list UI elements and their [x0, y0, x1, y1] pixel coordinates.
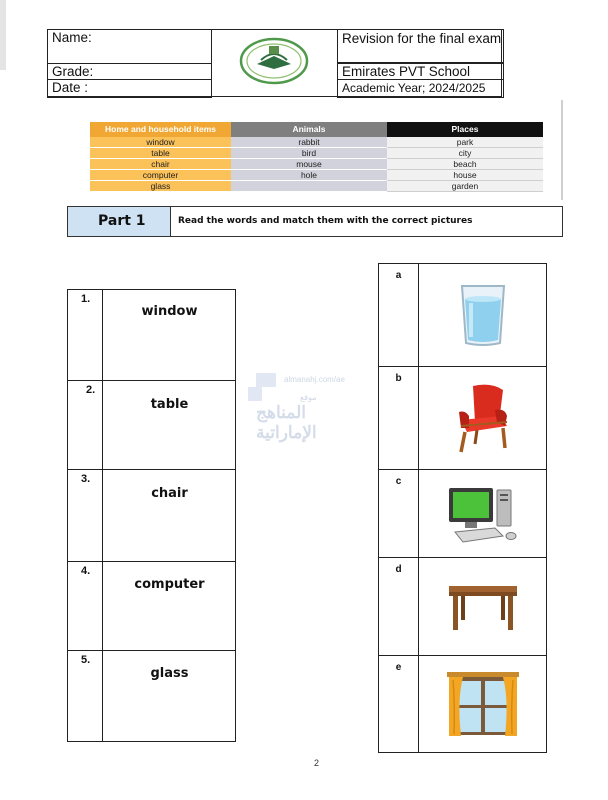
word-text: glass: [150, 666, 189, 681]
desktop-computer-icon: [445, 484, 521, 544]
animal-cell: rabbit: [231, 137, 387, 148]
place-cell: city: [387, 148, 543, 159]
school-logo-cell: [211, 29, 338, 97]
word-row: [68, 381, 235, 470]
picture-cell: [419, 367, 546, 469]
words-table: [67, 289, 236, 742]
word-number: 4.: [68, 562, 103, 650]
picture-letter: a: [379, 264, 419, 366]
picture-row: [379, 264, 546, 367]
scan-edge: [0, 0, 6, 70]
word-number: 3.: [68, 470, 103, 561]
word-number: 5.: [68, 651, 103, 741]
header-table: [47, 29, 502, 97]
watermark-arabic-small: موقع: [300, 393, 317, 402]
window-with-curtains-icon: [445, 670, 521, 738]
animal-cell: [231, 181, 387, 192]
word-row: [68, 470, 235, 562]
part-1-banner: [67, 206, 563, 237]
picture-letter: c: [379, 470, 419, 557]
word-number: 2.: [68, 381, 103, 469]
name-label: Name:: [47, 29, 212, 63]
word-row: [68, 290, 235, 381]
picture-cell: [419, 558, 546, 655]
word-text: chair: [151, 486, 188, 501]
animals-header: Animals: [231, 122, 387, 137]
glass-of-water-icon: [459, 283, 507, 347]
pictures-table: [378, 263, 547, 753]
school-name: Emirates PVT School: [337, 63, 504, 80]
part-label: Part 1: [68, 207, 171, 236]
picture-cell: [419, 656, 546, 752]
place-cell: beach: [387, 159, 543, 170]
page-number: 2: [314, 758, 320, 768]
part-instruction: Read the words and match them with the correct pictures: [178, 216, 473, 226]
picture-row: [379, 367, 546, 470]
animal-cell: hole: [231, 170, 387, 181]
grade-label: Grade:: [47, 63, 212, 80]
household-header: Home and household items: [90, 122, 231, 137]
margin-rule: [561, 100, 563, 200]
animal-cell: mouse: [231, 159, 387, 170]
place-cell: house: [387, 170, 543, 181]
place-cell: garden: [387, 181, 543, 192]
red-armchair-icon: [455, 382, 511, 454]
household-cell: glass: [90, 181, 231, 192]
picture-cell: [419, 264, 546, 366]
animal-cell: bird: [231, 148, 387, 159]
word-text: window: [141, 304, 198, 319]
date-label: Date :: [47, 79, 212, 98]
picture-cell: [419, 470, 546, 557]
household-cell: window: [90, 137, 231, 148]
places-header: Places: [387, 122, 543, 137]
exam-title: Revision for the final exam: [337, 29, 504, 63]
word-number: 1.: [68, 290, 103, 380]
picture-letter: d: [379, 558, 419, 655]
household-cell: chair: [90, 159, 231, 170]
word-text: computer: [134, 577, 205, 592]
watermark-url: almanahj.com/ae: [284, 375, 345, 384]
picture-row: [379, 470, 546, 558]
word-text: table: [150, 397, 189, 412]
watermark-arabic: المناهج الإماراتية: [256, 403, 317, 442]
word-row: [68, 651, 235, 741]
household-cell: table: [90, 148, 231, 159]
wooden-table-icon: [447, 582, 519, 632]
picture-letter: e: [379, 656, 419, 752]
picture-row: [379, 558, 546, 656]
picture-letter: b: [379, 367, 419, 469]
school-logo-icon: [239, 36, 309, 86]
picture-row: [379, 656, 546, 752]
household-cell: computer: [90, 170, 231, 181]
watermark: [248, 373, 368, 442]
place-cell: park: [387, 137, 543, 148]
word-row: [68, 562, 235, 651]
academic-year: Academic Year; 2024/2025: [337, 79, 504, 98]
